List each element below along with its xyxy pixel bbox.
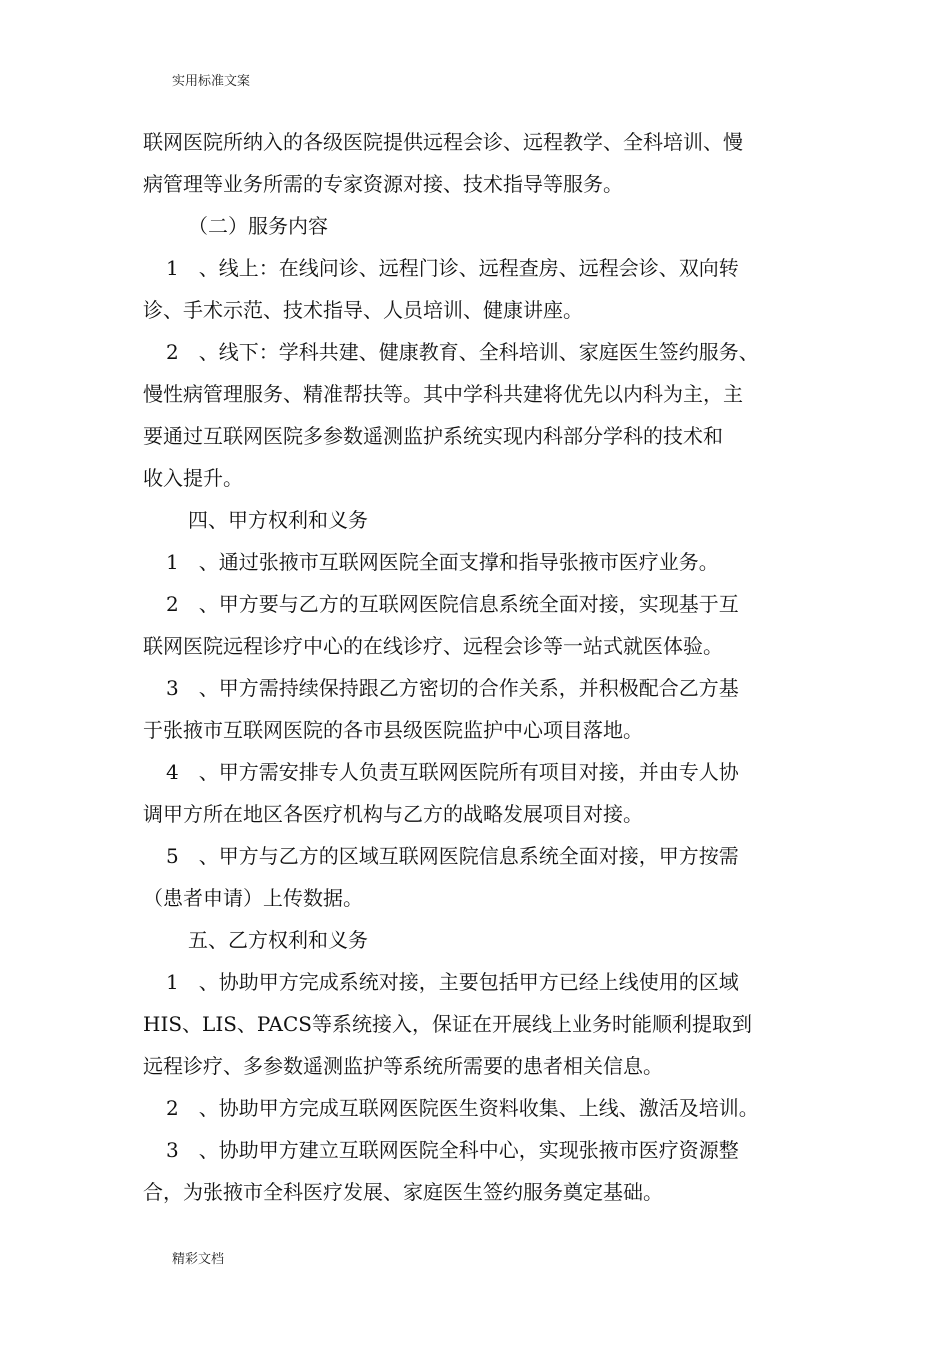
text-line: 五、乙方权利和义务 [188, 928, 368, 952]
text-line: 1 、线上：在线问诊、远程门诊、远程查房、远程会诊、双向转 [166, 256, 739, 280]
page-footer: 精彩文档 [172, 1252, 225, 1267]
text-line: 1 、通过张掖市互联网医院全面支撑和指导张掖市医疗业务。 [166, 550, 719, 574]
text-line: 4 、甲方需安排专人负责互联网医院所有项目对接，并由专人协 [166, 760, 739, 784]
page-header: 实用标准文案 [172, 74, 251, 89]
text-line: 四、甲方权利和义务 [188, 508, 368, 532]
text-line: 2 、线下：学科共建、健康教育、全科培训、家庭医生签约服务、 [166, 340, 759, 364]
text-line: 于张掖市互联网医院的各市县级医院监护中心项目落地。 [143, 718, 643, 742]
text-line: 要通过互联网医院多参数遥测监护系统实现内科部分学科的技术和 [143, 424, 723, 448]
text-line: 收入提升。 [143, 466, 243, 490]
text-line: 3 、甲方需持续保持跟乙方密切的合作关系，并积极配合乙方基 [166, 676, 739, 700]
text-line: 3 、协助甲方建立互联网医院全科中心，实现张掖市医疗资源整 [166, 1138, 739, 1162]
text-line: HIS、LIS、PACS等系统接入，保证在开展线上业务时能顺利提取到 [143, 1012, 752, 1036]
text-line: 联网医院远程诊疗中心的在线诊疗、远程会诊等一站式就医体验。 [143, 634, 723, 658]
text-line: 2 、甲方要与乙方的互联网医院信息系统全面对接，实现基于互 [166, 592, 739, 616]
text-line: 病管理等业务所需的专家资源对接、技术指导等服务。 [143, 172, 623, 196]
text-line: 调甲方所在地区各医疗机构与乙方的战略发展项目对接。 [143, 802, 643, 826]
text-line: 诊、手术示范、技术指导、人员培训、健康讲座。 [143, 298, 583, 322]
text-line: 慢性病管理服务、精准帮扶等。其中学科共建将优先以内科为主，主 [143, 382, 743, 406]
text-line: 1 、协助甲方完成系统对接，主要包括甲方已经上线使用的区域 [166, 970, 739, 994]
text-line: 远程诊疗、多参数遥测监护等系统所需要的患者相关信息。 [143, 1054, 663, 1078]
text-line: 联网医院所纳入的各级医院提供远程会诊、远程教学、全科培训、慢 [143, 130, 743, 154]
text-line: （二）服务内容 [188, 214, 328, 238]
text-line: （患者申请）上传数据。 [143, 886, 363, 910]
text-line: 2 、协助甲方完成互联网医院医生资料收集、上线、激活及培训。 [166, 1096, 759, 1120]
text-line: 合，为张掖市全科医疗发展、家庭医生签约服务奠定基础。 [143, 1180, 663, 1204]
text-line: 5 、甲方与乙方的区域互联网医院信息系统全面对接，甲方按需 [166, 844, 739, 868]
